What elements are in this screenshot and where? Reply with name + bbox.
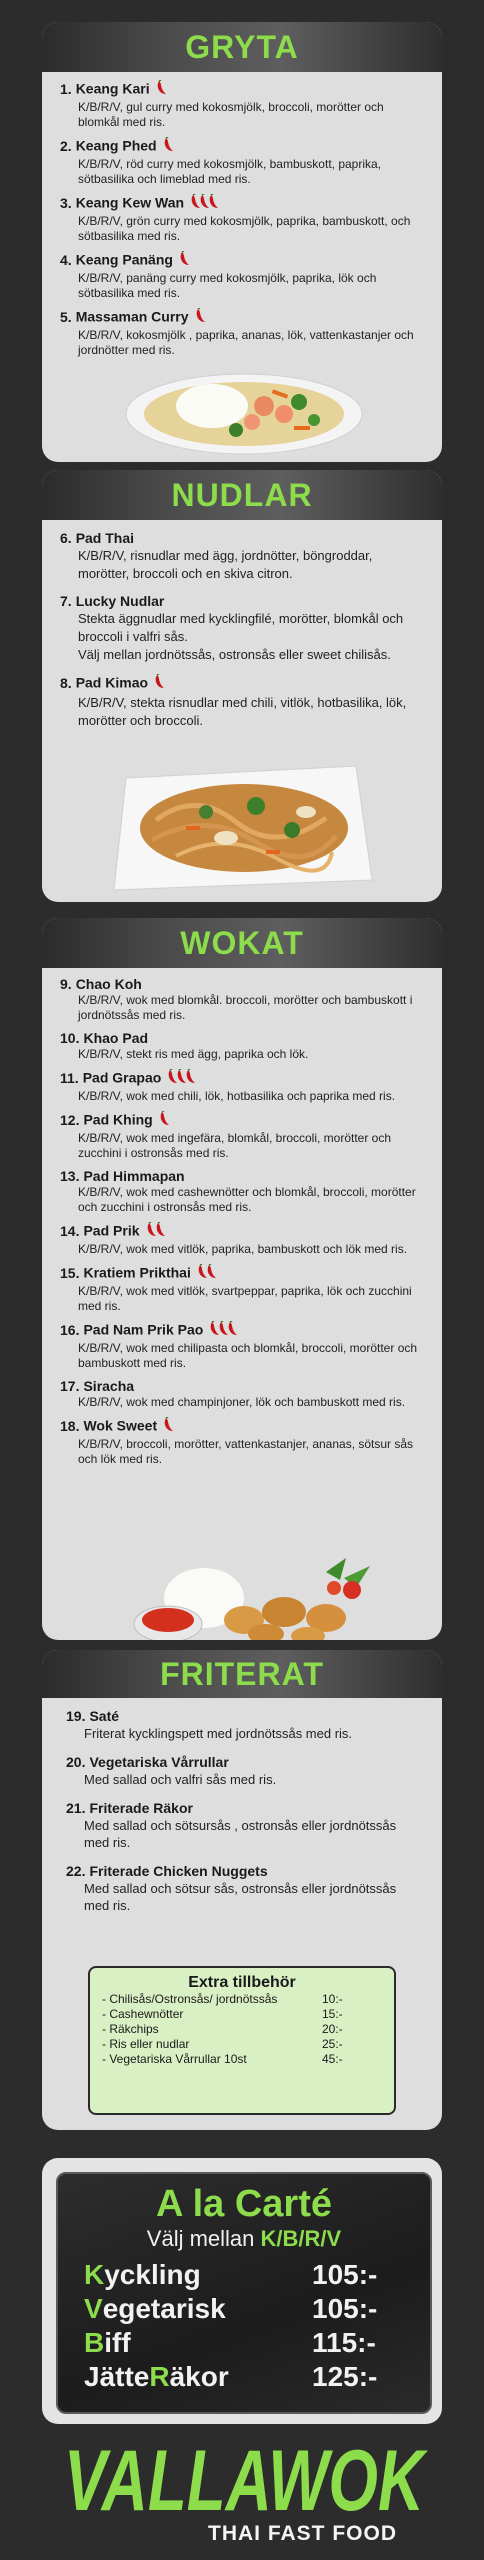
item-name: Friterade Chicken Nuggets xyxy=(89,1863,268,1879)
item-description: K/B/R/V, stekt ris med ägg, paprika och lök. xyxy=(78,1047,309,1061)
item-description: Med sallad och valfri sås med ris. xyxy=(84,1772,277,1787)
menu-item xyxy=(60,530,424,583)
menu-item xyxy=(60,1111,424,1161)
item-number: 13. xyxy=(60,1168,80,1184)
chili-icon xyxy=(195,308,204,328)
item-description: K/B/R/V, kokosmjölk , paprika, ananas, lök, vattenkastanjer och jordnötter med ris. xyxy=(78,328,414,357)
item-number: 11. xyxy=(60,1069,79,1086)
item-description: K/B/R/V, röd curry med kokosmjölk, bambuskott, paprika, sötbasilika och limeblad med ris. xyxy=(78,157,382,186)
item-number: 10. xyxy=(60,1030,80,1046)
menu-item xyxy=(60,1168,424,1215)
item-description: K/B/R/V, risnudlar med ägg, jordnötter, böngroddar, morötter, broccoli och en skiva citron. xyxy=(78,548,373,581)
protein-name: Biff xyxy=(84,2327,131,2358)
item-number: 22. xyxy=(66,1863,86,1879)
protein-name: Vegetarisk xyxy=(84,2293,226,2324)
alacarte-title: A la Carté xyxy=(156,2183,332,2225)
extra-name: - Vegetariska Vårrullar 10st xyxy=(102,2052,247,2066)
item-number: 4. xyxy=(60,251,72,268)
item-description: K/B/R/V, grön curry med kokosmjölk, paprika, bambuskott, och sötbasilika med ris. xyxy=(78,214,411,243)
section-header xyxy=(42,918,442,968)
item-description: K/B/R/V, wok med ingefära, blomkål, broccoli, morötter och zucchini i ostronsås med ris. xyxy=(78,1131,392,1160)
item-name: Chao Koh xyxy=(75,976,142,992)
section-title: WOKAT xyxy=(180,925,304,961)
protein-price: 105:- xyxy=(312,2259,378,2290)
extra-row xyxy=(90,2022,394,2037)
chili-icon xyxy=(163,1417,172,1437)
item-number: 7. xyxy=(60,593,72,609)
extra-price: 10:- xyxy=(322,1992,343,2006)
protein-name: JätteRäkor xyxy=(84,2361,229,2392)
menu-item xyxy=(60,1030,424,1062)
item-name: Keang Kew Wan xyxy=(75,194,185,211)
section-gryta xyxy=(42,22,442,462)
menu-item xyxy=(60,251,424,301)
nuggets-rice-image xyxy=(94,1554,404,1640)
item-number: 2. xyxy=(60,137,72,154)
extra-row xyxy=(90,2007,394,2022)
menu-item xyxy=(60,194,424,244)
extra-sides-title: Extra tillbehör xyxy=(188,1974,296,1991)
extra-name: - Chilisås/Ostronsås/ jordnötssås xyxy=(102,1992,278,2006)
protein-price: 115:- xyxy=(312,2327,376,2358)
item-description: K/B/R/V, wok med blomkål. broccoli, morötter och bambuskott i jordnötssås med ris. xyxy=(78,993,413,1022)
item-number: 15. xyxy=(60,1264,80,1281)
item-number: 12. xyxy=(60,1111,80,1128)
item-name: Pad Himmapan xyxy=(83,1168,185,1184)
menu-item xyxy=(66,1708,424,1742)
item-description: K/B/R/V, wok med chilipasta och blomkål, broccoli, morötter och bambuskott med ris. xyxy=(78,1341,418,1370)
item-name: Massaman Curry xyxy=(75,308,189,325)
menu-item xyxy=(66,1754,424,1788)
item-number: 14. xyxy=(60,1222,80,1239)
item-number: 16. xyxy=(60,1321,80,1338)
chili-icon xyxy=(179,251,188,271)
menu-item xyxy=(60,1222,424,1257)
extra-name: - Räkchips xyxy=(102,2022,159,2036)
chili-icon xyxy=(167,1069,194,1089)
item-description: K/B/R/V, wok med chili, lök, hotbasilika och paprika med ris. xyxy=(78,1089,396,1103)
item-description: K/B/R/V, stekta risnudlar med chili, vitlök, hotbasilika, lök, morötter och broccoli. xyxy=(78,695,407,728)
menu-item xyxy=(60,593,424,664)
section-wokat xyxy=(42,918,442,1640)
item-number: 20. xyxy=(66,1754,86,1770)
item-description: K/B/R/V, wok med vitlök, svartpeppar, paprika, lök och zucchini med ris. xyxy=(78,1284,412,1313)
item-name: Saté xyxy=(89,1708,120,1724)
item-description: K/B/R/V, panäng curry med kokosmjölk, paprika, lök och sötbasilika med ris. xyxy=(78,271,377,300)
menu-item xyxy=(60,1264,424,1314)
chili-icon xyxy=(209,1321,236,1341)
section-title: FRITERAT xyxy=(160,1656,324,1692)
item-number: 6. xyxy=(60,530,72,546)
item-number: 21. xyxy=(66,1800,86,1816)
item-name: Keang Phed xyxy=(75,137,157,154)
extra-row xyxy=(90,1992,394,2007)
item-name: Pad Nam Prik Pao xyxy=(83,1321,204,1338)
item-name: Siracha xyxy=(83,1378,135,1394)
section-nudlar xyxy=(42,470,442,902)
menu-item xyxy=(60,1321,424,1371)
section-header xyxy=(42,22,442,72)
item-name: Kratiem Prikthai xyxy=(83,1264,191,1281)
noodle-plate-image xyxy=(106,760,380,896)
item-number: 17. xyxy=(60,1378,80,1394)
item-name: Pad Khing xyxy=(83,1111,153,1128)
extra-price: 45:- xyxy=(322,2052,343,2066)
curry-plate-image xyxy=(124,362,364,457)
price-row xyxy=(58,2258,430,2292)
chili-icon xyxy=(156,80,165,100)
item-name: Khao Pad xyxy=(83,1030,149,1046)
menu-item xyxy=(60,1378,424,1410)
extra-name: - Ris eller nudlar xyxy=(102,2037,190,2051)
price-row xyxy=(58,2292,430,2326)
alacarte-subtitle: Välj mellan K/B/R/V xyxy=(146,2226,342,2251)
item-number: 5. xyxy=(60,308,72,325)
section-header xyxy=(42,1650,442,1698)
item-description: Stekta äggnudlar med kycklingfilé, morötter, blomkål och broccoli i valfri sås. xyxy=(78,611,404,644)
tagline: THAI FAST FOOD xyxy=(208,2522,397,2545)
item-description: K/B/R/V, broccoli, morötter, vattenkastanjer, ananas, sötsur sås och lök med ris. xyxy=(78,1437,414,1466)
section-title: NUDLAR xyxy=(171,477,313,513)
item-name: Vegetariska Vårrullar xyxy=(89,1754,229,1770)
item-number: 19. xyxy=(66,1708,86,1724)
item-name: Pad Kimao xyxy=(75,674,149,691)
section-header xyxy=(42,470,442,520)
item-description: Med sallad och sötsursås , ostronsås eller jordnötssås med ris. xyxy=(84,1818,397,1850)
protein-price: 105:- xyxy=(312,2293,378,2324)
chili-icon xyxy=(163,137,172,157)
logo-text: VALLAWOK xyxy=(64,2433,429,2520)
item-description: Med sallad och sötsur sås, ostronsås eller jordnötssås med ris. xyxy=(84,1881,397,1913)
item-description: K/B/R/V, wok med champinjoner, lök och bambuskott med ris. xyxy=(78,1395,406,1409)
vallawok-logo xyxy=(60,2430,430,2520)
item-number: 8. xyxy=(60,674,72,691)
item-name: Pad Thai xyxy=(75,530,135,546)
menu-item xyxy=(60,1417,424,1467)
item-name: Keang Kari xyxy=(75,80,150,97)
protein-name: Kyckling xyxy=(84,2259,201,2290)
menu-item xyxy=(60,137,424,187)
item-number: 9. xyxy=(60,976,72,992)
chili-icon xyxy=(190,194,217,214)
chalkboard xyxy=(56,2172,432,2414)
extra-price: 15:- xyxy=(322,2007,343,2021)
protein-price: 125:- xyxy=(312,2361,378,2392)
price-row xyxy=(58,2326,430,2360)
item-description: Friterat kycklingspett med jordnötssås med ris. xyxy=(84,1726,353,1741)
chili-icon xyxy=(159,1111,168,1131)
extra-price: 25:- xyxy=(322,2037,343,2051)
item-name: Lucky Nudlar xyxy=(75,593,165,609)
extra-name: - Cashewnötter xyxy=(102,2007,184,2021)
extra-row xyxy=(90,2037,394,2052)
extra-sides-box xyxy=(88,1966,396,2115)
menu-item xyxy=(60,976,424,1023)
item-description: K/B/R/V, wok med vitlök, paprika, bambuskott och lök med ris. xyxy=(78,1242,408,1256)
item-number: 3. xyxy=(60,194,72,211)
section-title: GRYTA xyxy=(185,29,299,65)
item-description: K/B/R/V, wok med cashewnötter och blomkål, broccoli, morötter och zucchini i ostronsås med ris. xyxy=(78,1185,416,1214)
item-number: 1. xyxy=(60,80,72,97)
menu-item xyxy=(60,308,424,358)
menu-item xyxy=(60,80,424,130)
chili-icon xyxy=(146,1222,164,1242)
alacarte-panel xyxy=(42,2158,442,2424)
price-row xyxy=(58,2360,430,2394)
item-name: Friterade Räkor xyxy=(89,1800,193,1816)
extra-row xyxy=(90,2052,394,2067)
item-name: Pad Prik xyxy=(83,1222,140,1239)
extra-price: 20:- xyxy=(322,2022,343,2036)
menu-item xyxy=(60,674,424,730)
menu-item xyxy=(60,1069,424,1104)
item-name: Pad Grapao xyxy=(82,1069,162,1086)
item-description: K/B/R/V, gul curry med kokosmjölk, broccoli, morötter och blomkål med ris. xyxy=(78,100,384,129)
item-name: Wok Sweet xyxy=(83,1417,158,1434)
menu-item xyxy=(66,1800,424,1851)
item-description-extra: Välj mellan jordnötssås, ostronsås eller sweet chilisås. xyxy=(78,647,391,662)
menu-item xyxy=(66,1863,424,1914)
chili-icon xyxy=(154,674,163,694)
item-name: Keang Panäng xyxy=(75,251,173,268)
item-number: 18. xyxy=(60,1417,80,1434)
chili-icon xyxy=(197,1264,215,1284)
